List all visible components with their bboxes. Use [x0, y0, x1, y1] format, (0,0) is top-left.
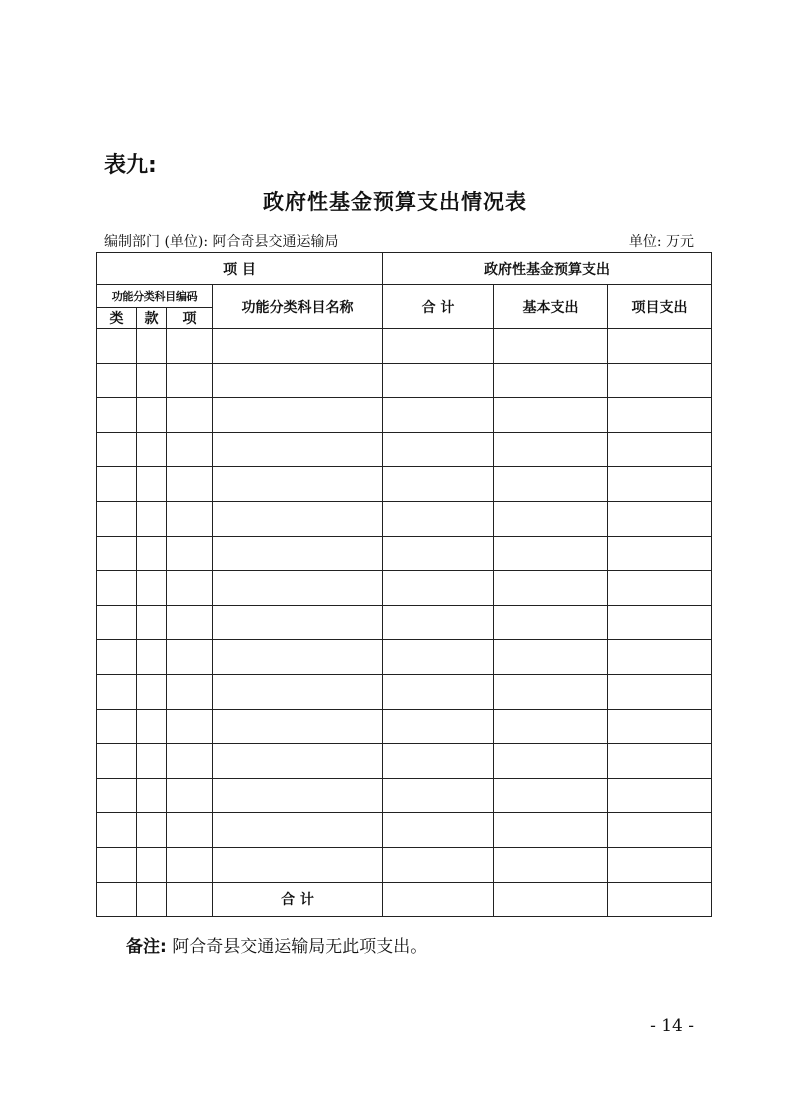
table-cell	[383, 536, 494, 571]
table-cell	[213, 605, 383, 640]
table-cell	[383, 882, 494, 917]
header-lei: 类	[97, 308, 137, 329]
table-cell	[167, 744, 213, 779]
header-function-name: 功能分类科目名称	[213, 285, 383, 329]
department-label: 编制部门 (单位): 阿合奇县交通运输局	[104, 234, 339, 250]
table-cell	[213, 501, 383, 536]
table-cell	[137, 744, 167, 779]
table-cell	[167, 674, 213, 709]
table-cell	[494, 709, 608, 744]
table-cell	[137, 674, 167, 709]
remark	[126, 932, 427, 957]
table-row	[97, 432, 712, 467]
header-function-code: 功能分类科目编码	[97, 285, 213, 308]
remark-label: 备注:	[126, 937, 167, 957]
table-cell	[167, 778, 213, 813]
table-row	[97, 363, 712, 398]
table-cell	[167, 847, 213, 882]
table-cell	[167, 536, 213, 571]
table-cell	[383, 674, 494, 709]
table-cell	[383, 847, 494, 882]
table-cell	[213, 467, 383, 502]
unit-label: 单位: 万元	[628, 234, 694, 250]
table-cell	[137, 709, 167, 744]
table-cell	[608, 363, 712, 398]
header-expenditure: 政府性基金预算支出	[383, 253, 712, 285]
table-cell	[494, 744, 608, 779]
table-cell	[137, 847, 167, 882]
table-cell	[383, 778, 494, 813]
document-title: 政府性基金预算支出情况表	[263, 190, 527, 214]
table-cell	[608, 778, 712, 813]
table-label: 表九:	[104, 153, 157, 178]
table-cell	[97, 709, 137, 744]
table-cell	[137, 329, 167, 364]
table-cell	[383, 398, 494, 433]
remark-text: 阿合奇县交通运输局无此项支出。	[172, 937, 428, 957]
table-row	[97, 813, 712, 848]
table-cell	[608, 432, 712, 467]
header-xiang: 项	[167, 308, 213, 329]
table-cell	[494, 467, 608, 502]
header-project-expenditure: 项目支出	[608, 285, 712, 329]
table-row	[97, 398, 712, 433]
table-cell	[494, 501, 608, 536]
table-cell	[97, 847, 137, 882]
header-kuan: 款	[137, 308, 167, 329]
table-cell	[167, 813, 213, 848]
table-cell	[608, 882, 712, 917]
table-cell	[167, 398, 213, 433]
table-cell	[608, 605, 712, 640]
table-cell	[213, 709, 383, 744]
table-cell	[97, 398, 137, 433]
table-cell	[494, 536, 608, 571]
table-cell	[608, 744, 712, 779]
table-cell	[494, 882, 608, 917]
table-cell	[213, 536, 383, 571]
table-cell	[213, 432, 383, 467]
table-row	[97, 744, 712, 779]
table-cell	[97, 329, 137, 364]
table-cell	[167, 432, 213, 467]
table-cell	[608, 847, 712, 882]
table-cell	[137, 432, 167, 467]
table-cell	[97, 536, 137, 571]
table-cell	[137, 605, 167, 640]
table-cell	[608, 536, 712, 571]
table-cell	[137, 640, 167, 675]
table-cell	[608, 398, 712, 433]
table-cell	[167, 605, 213, 640]
table-cell	[608, 571, 712, 606]
table-row	[97, 847, 712, 882]
table-cell	[167, 882, 213, 917]
expenditure-table	[96, 252, 712, 917]
table-cell	[213, 571, 383, 606]
table-cell	[383, 363, 494, 398]
table-cell	[213, 674, 383, 709]
table-cell	[97, 640, 137, 675]
table-cell	[213, 813, 383, 848]
table-cell	[97, 882, 137, 917]
table-cell	[383, 329, 494, 364]
table-row	[97, 674, 712, 709]
table-cell	[494, 571, 608, 606]
table-cell	[167, 329, 213, 364]
table-cell	[97, 571, 137, 606]
table-cell	[383, 709, 494, 744]
table-row	[97, 778, 712, 813]
table-cell	[167, 640, 213, 675]
table-cell	[608, 467, 712, 502]
table-cell	[97, 778, 137, 813]
table-row	[97, 571, 712, 606]
table-cell	[494, 432, 608, 467]
table-cell	[97, 813, 137, 848]
table-cell	[167, 363, 213, 398]
table-cell	[494, 398, 608, 433]
table-cell	[213, 847, 383, 882]
table-cell	[608, 709, 712, 744]
table-cell	[167, 467, 213, 502]
table-cell	[494, 363, 608, 398]
total-row	[97, 882, 712, 917]
table-cell	[137, 571, 167, 606]
table-cell	[167, 571, 213, 606]
table-cell	[494, 813, 608, 848]
header-project: 项 目	[97, 253, 383, 285]
table-cell	[137, 501, 167, 536]
table-cell	[137, 363, 167, 398]
header-basic-expenditure: 基本支出	[494, 285, 608, 329]
table-cell	[167, 709, 213, 744]
table-cell	[213, 398, 383, 433]
table-cell	[97, 363, 137, 398]
table-cell	[383, 813, 494, 848]
table-cell	[137, 536, 167, 571]
table-cell	[213, 778, 383, 813]
table-cell	[137, 467, 167, 502]
table-cell	[383, 571, 494, 606]
table-cell	[97, 432, 137, 467]
table-cell	[494, 674, 608, 709]
table-cell	[383, 501, 494, 536]
table-cell	[494, 329, 608, 364]
total-row-label: 合 计	[213, 882, 383, 917]
table-cell	[213, 744, 383, 779]
table-cell	[213, 329, 383, 364]
table-cell	[383, 640, 494, 675]
table-cell	[494, 778, 608, 813]
table-cell	[97, 674, 137, 709]
table-cell	[494, 847, 608, 882]
table-cell	[494, 640, 608, 675]
table-cell	[608, 813, 712, 848]
table-cell	[608, 640, 712, 675]
table-cell	[137, 398, 167, 433]
table-row	[97, 467, 712, 502]
table-row	[97, 329, 712, 364]
table-cell	[608, 674, 712, 709]
table-cell	[137, 882, 167, 917]
table-cell	[383, 432, 494, 467]
table-cell	[213, 640, 383, 675]
header-total: 合 计	[383, 285, 494, 329]
table-row	[97, 605, 712, 640]
table-cell	[383, 467, 494, 502]
table-cell	[167, 501, 213, 536]
table-cell	[97, 605, 137, 640]
table-row	[97, 640, 712, 675]
table-cell	[213, 363, 383, 398]
table-cell	[97, 744, 137, 779]
table-cell	[383, 744, 494, 779]
table-cell	[137, 778, 167, 813]
table-row	[97, 709, 712, 744]
table-cell	[97, 501, 137, 536]
table-cell	[608, 329, 712, 364]
table-row	[97, 536, 712, 571]
table-cell	[137, 813, 167, 848]
table-cell	[97, 467, 137, 502]
table-row	[97, 501, 712, 536]
table-cell	[608, 501, 712, 536]
table-cell	[494, 605, 608, 640]
page-number: - 14 -	[650, 1016, 694, 1036]
table-cell	[383, 605, 494, 640]
